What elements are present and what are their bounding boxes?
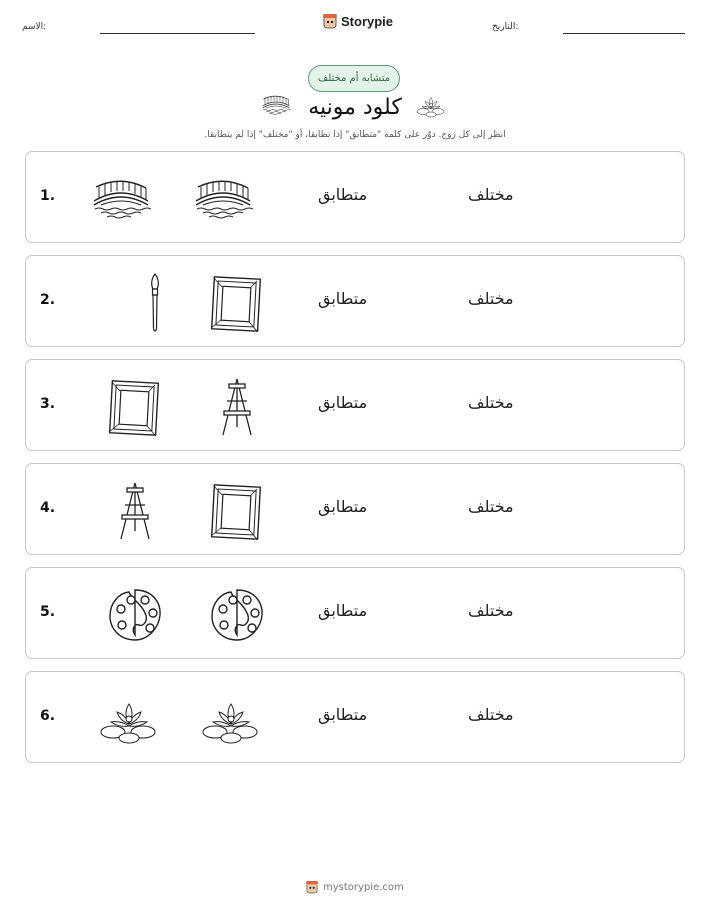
water-lily-icon [416,92,446,118]
paintbrush-icon [125,273,185,333]
same-option[interactable]: متطابق [318,601,368,620]
different-option[interactable]: مختلف [468,393,514,412]
question-number: 2. [40,292,56,308]
different-option[interactable]: مختلف [468,185,514,204]
footer-url[interactable]: mystorypie.com [323,881,404,893]
same-option[interactable]: متطابق [318,289,368,308]
page-title: كلود مونيه [308,95,402,120]
picture-frame-icon [207,481,267,541]
different-option[interactable]: مختلف [468,497,514,516]
same-option[interactable]: متطابق [318,185,368,204]
date-field[interactable] [563,33,685,34]
different-option[interactable]: مختلف [468,289,514,308]
easel-icon [105,481,165,541]
palette-icon [105,585,165,645]
easel-icon [207,377,267,437]
question-row [25,359,685,451]
question-number: 4. [40,500,56,516]
question-row [25,567,685,659]
footer [306,880,404,894]
instructions: انظر إلى كل زوج. دوّر على كلمة "متطابق" إذا تطابقا، أو "مختلف" إذا لم يتطابقا. [204,130,506,140]
name-label: الاسم: [22,22,47,32]
storypie-logo-icon [306,880,318,894]
storypie-logo-icon [323,13,337,29]
brand-logo [323,13,393,29]
same-option[interactable]: متطابق [318,705,368,724]
question-row [25,463,685,555]
different-option[interactable]: مختلف [468,601,514,620]
topic-pill: متشابه أم مختلف [308,65,400,92]
water-lily-icon [99,689,159,749]
question-number: 3. [40,396,56,412]
palette-icon [207,585,267,645]
date-label: التاريخ: [492,22,519,32]
question-row [25,151,685,243]
name-field[interactable] [100,33,255,34]
question-row [25,255,685,347]
same-option[interactable]: متطابق [318,393,368,412]
question-number: 6. [40,708,56,724]
question-row [25,671,685,763]
water-lily-icon [201,689,261,749]
bridge-icon [193,169,253,229]
bridge-icon [261,95,291,115]
brand-name: Storypie [341,13,394,29]
question-number: 1. [40,188,56,204]
question-number: 5. [40,604,56,620]
same-option[interactable]: متطابق [318,497,368,516]
bridge-icon [91,169,151,229]
picture-frame-icon [105,377,165,437]
different-option[interactable]: مختلف [468,705,514,724]
picture-frame-icon [207,273,267,333]
